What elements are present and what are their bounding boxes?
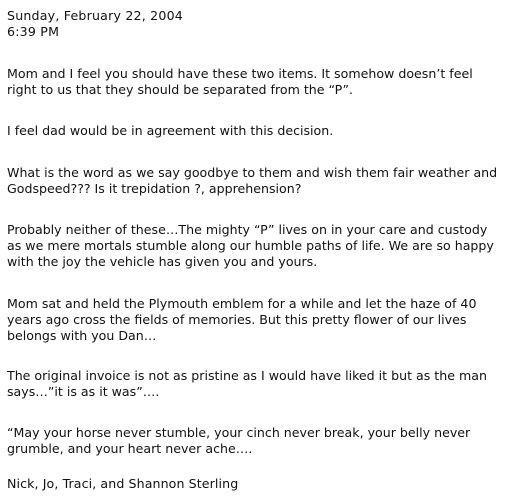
- paragraph-7-line-1: “May your horse never stumble, your cinch never break, your belly never: [7, 425, 471, 440]
- letter-date: Sunday, February 22, 2004: [7, 8, 184, 23]
- paragraph-3-line-1: What is the word as we say goodbye to them and wish them fair weather and: [7, 165, 498, 180]
- paragraph-1-line-2: right to us that they should be separated from the “P”.: [7, 82, 354, 97]
- paragraph-1-line-1: Mom and I feel you should have these two items. It somehow doesn’t feel: [7, 66, 473, 81]
- paragraph-5-line-1: Mom sat and held the Plymouth emblem for a while and let the haze of 40: [7, 296, 477, 311]
- paragraph-7-line-2: grumble, and your heart never ache….: [7, 441, 253, 456]
- paragraph-6-line-1: The original invoice is not as pristine as I would have liked it but as the man: [7, 368, 487, 383]
- paragraph-4-line-3: with the joy the vehicle has given you and yours.: [7, 254, 318, 269]
- paragraph-2-line-1: I feel dad would be in agreement with this decision.: [7, 123, 334, 138]
- paragraph-5-line-2: years ago cross the fields of memories. But this pretty flower of our lives: [7, 312, 467, 327]
- paragraph-4-line-2: as we mere mortals stumble along our humble paths of life. We are so happy: [7, 238, 494, 253]
- paragraph-3-line-2: Godspeed??? Is it trepidation ?, apprehension?: [7, 181, 302, 196]
- letter-time: 6:39 PM: [7, 24, 60, 39]
- paragraph-5-line-3: belongs with you Dan…: [7, 328, 157, 343]
- signature: Nick, Jo, Traci, and Shannon Sterling: [7, 476, 239, 491]
- paragraph-6-line-2: says…”it is as it was”….: [7, 384, 160, 399]
- paragraph-4-line-1: Probably neither of these…The mighty “P” lives on in your care and custody: [7, 222, 488, 237]
